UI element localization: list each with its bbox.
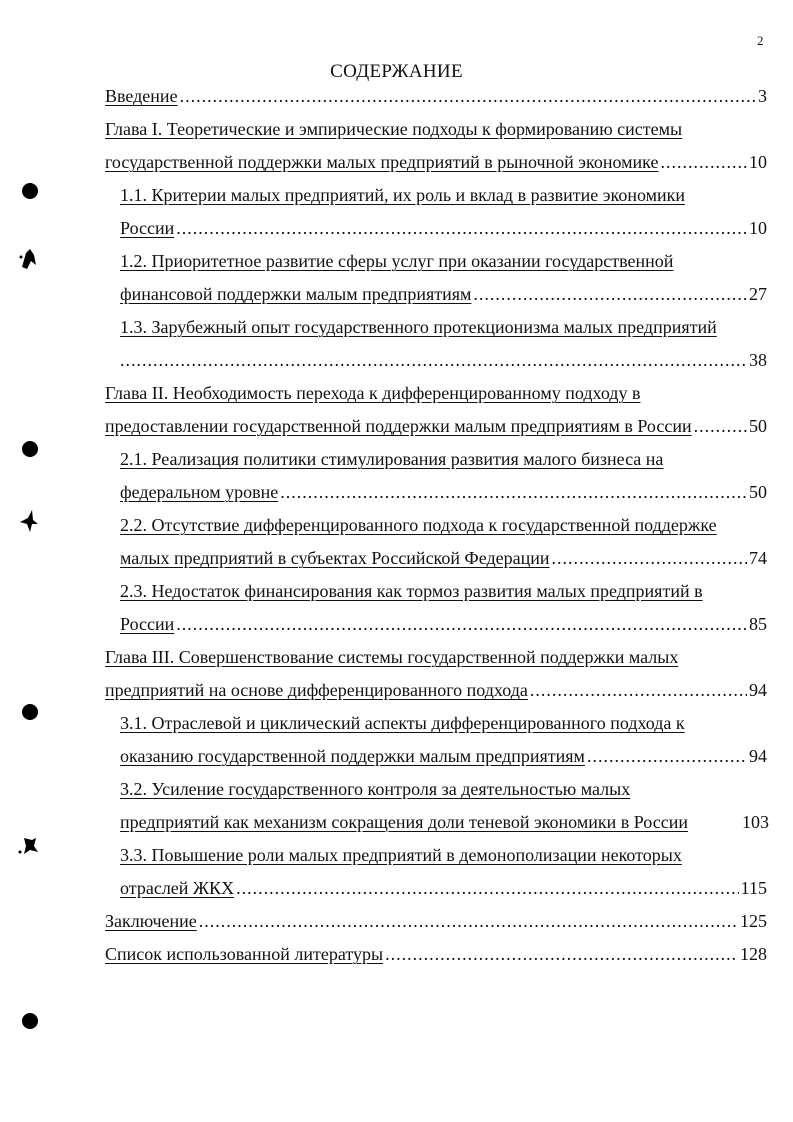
toc-entry-title: 1.1. Критерии малых предприятий, их роль и вклад в развитие экономики (120, 185, 686, 205)
toc-entry-1-3[interactable] (120, 314, 767, 340)
toc-entry-chapter-3[interactable] (105, 644, 767, 670)
binding-hole (22, 704, 38, 720)
toc-entry-page: 27 (749, 284, 767, 304)
toc-entry-3-3[interactable] (120, 842, 767, 868)
page-title: СОДЕРЖАНИЕ (330, 61, 463, 82)
toc-entry-title: Глава II. Необходимость перехода к дифференцированному подходу в (105, 383, 641, 403)
toc-entry-2-1-cont[interactable] (120, 479, 767, 505)
toc-entry-page: 74 (749, 548, 767, 568)
leader-dots (587, 743, 747, 769)
toc-entry-title: 3.1. Отраслевой и циклический аспекты дифференцированного подхода к (120, 713, 685, 733)
toc-entry-intro[interactable] (105, 83, 767, 109)
toc-entry-1-1[interactable] (120, 182, 767, 208)
toc-entry-title: 2.3. Недостаток финансирования как тормоз развития малых предприятий в (120, 581, 703, 601)
toc-entry-3-1-cont[interactable] (120, 743, 767, 769)
toc-entry-title-cont: финансовой поддержки малым предприятиям (120, 284, 472, 304)
leader-dots (694, 413, 747, 439)
binding-hole (22, 183, 38, 199)
toc-entry-page: 115 (740, 878, 767, 898)
leader-dots (530, 677, 747, 703)
page-number: 2 (757, 33, 764, 48)
toc-entry-3-2-cont[interactable] (120, 809, 769, 835)
toc-entry-1-2[interactable] (120, 248, 767, 274)
toc-entry-conclusion[interactable] (105, 908, 767, 934)
toc-entry-page: 50 (749, 416, 767, 436)
toc-entry-page: 94 (749, 746, 767, 766)
leader-dots (236, 875, 739, 901)
toc-entry-chapter-1[interactable] (105, 116, 767, 142)
toc-entry-page: 50 (749, 482, 767, 502)
toc-entry-title: Глава III. Совершенствование системы государственной поддержки малых (105, 647, 679, 667)
leader-dots (180, 83, 756, 109)
leader-dots (660, 149, 747, 175)
toc-entry-title-cont: малых предприятий в субъектах Российской Федерации (120, 548, 550, 568)
toc-entry-title-cont: предоставлении государственной поддержки малым предприятиям в России (105, 416, 692, 436)
toc-entry-title: Введение (105, 86, 178, 106)
leader-dots (280, 479, 747, 505)
toc-entry-title-cont: отраслей ЖКХ (120, 878, 235, 898)
toc-entry-title-cont: предприятий как механизм сокращения доли теневой экономики в России (120, 812, 688, 832)
toc-entry-title-cont: федеральном уровне (120, 482, 279, 502)
toc-entry-chapter-2[interactable] (105, 380, 767, 406)
toc-entry-title-cont: России (120, 614, 175, 634)
toc-entry-page: 125 (740, 911, 767, 931)
toc-entry-2-2-cont[interactable] (120, 545, 767, 571)
toc-entry-1-2-cont[interactable] (120, 281, 767, 307)
toc-entry-page: 10 (749, 218, 767, 238)
toc-entry-page: 38 (749, 350, 767, 370)
toc-entry-references[interactable] (105, 941, 767, 967)
leader-dots (176, 611, 747, 637)
toc-entry-2-3-cont[interactable] (120, 611, 767, 637)
toc-entry-2-2[interactable] (120, 512, 769, 538)
toc-entry-chapter-2-cont[interactable] (105, 413, 767, 439)
toc-entry-page: 85 (749, 614, 767, 634)
toc-entry-chapter-3-cont[interactable] (105, 677, 767, 703)
toc-entry-title: 3.3. Повышение роли малых предприятий в демонополизации некоторых (120, 845, 682, 865)
toc-entry-2-1[interactable] (120, 446, 767, 472)
toc-entry-page: 94 (749, 680, 767, 700)
toc-entry-title-cont: оказанию государственной поддержки малым предприятиям (120, 746, 585, 766)
toc-entry-3-2[interactable] (120, 776, 767, 802)
toc-entry-page: 3 (758, 86, 767, 106)
toc-entry-title: Список использованной литературы (105, 944, 384, 964)
toc-entry-title: 3.2. Усиление государственного контроля за деятельностью малых (120, 779, 631, 799)
toc-entry-page: 103 (742, 812, 769, 832)
toc-entry-3-3-cont[interactable] (120, 875, 767, 901)
toc-entry-1-1-cont[interactable] (120, 215, 767, 241)
toc-entry-title-cont: предприятий на основе дифференцированного подхода (105, 680, 528, 700)
leader-dots (473, 281, 747, 307)
scan-artifact-icon (16, 508, 42, 534)
toc-entry-3-1[interactable] (120, 710, 767, 736)
toc-entry-title-cont: государственной поддержки малых предприятий в рыночной экономике (105, 152, 659, 172)
leader-dots (176, 215, 747, 241)
toc-entry-title: 2.1. Реализация политики стимулирования развития малого бизнеса на (120, 449, 664, 469)
binding-hole (22, 441, 38, 457)
toc-entry-title: 1.2. Приоритетное развитие сферы услуг при оказании государственной (120, 251, 674, 271)
toc-entry-1-3-cont[interactable] (120, 347, 767, 373)
leader-dots (385, 941, 738, 967)
scan-artifact-icon (16, 832, 42, 858)
toc-entry-page: 10 (749, 152, 767, 172)
toc-entry-title: Глава I. Теоретические и эмпирические подходы к формированию системы (105, 119, 683, 139)
leader-dots (199, 908, 738, 934)
leader-dots (552, 545, 747, 571)
leader-dots (120, 347, 747, 373)
toc-entry-title: 2.2. Отсутствие дифференцированного подхода к государственной поддержке (120, 515, 717, 535)
toc-entry-chapter-1-cont[interactable] (105, 149, 767, 175)
toc-entry-title-cont: России (120, 218, 175, 238)
toc-entry-page: 128 (740, 944, 767, 964)
toc-entry-title: Заключение (105, 911, 197, 931)
binding-hole (22, 1013, 38, 1029)
toc-entry-2-3[interactable] (120, 578, 767, 604)
toc-entry-title: 1.3. Зарубежный опыт государственного протекционизма малых предприятий (120, 317, 717, 337)
scan-artifact-icon (16, 245, 42, 271)
